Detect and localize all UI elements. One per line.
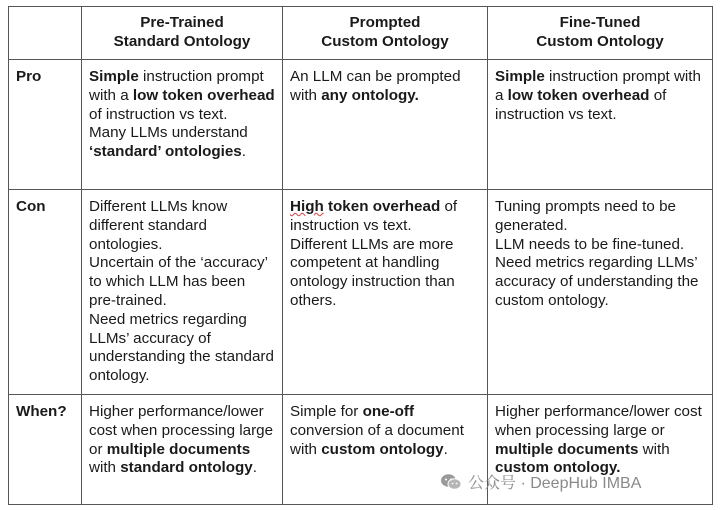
- con-finetuned-line1: Tuning prompts need to be generated.: [495, 198, 676, 234]
- con-pretrained-line2: Uncertain of the ‘accuracy’ to which LLM has been pre-trained.: [89, 254, 268, 309]
- con-finetuned-line3: Need metrics regarding LLMs’ accuracy of understanding the custom ontology.: [495, 254, 699, 309]
- text-bold: ‘standard’ ontologies: [89, 143, 242, 161]
- text-bold: multiple documents: [106, 440, 251, 458]
- watermark: [440, 470, 641, 493]
- text: Higher performance/lower cost when processing large or: [89, 403, 274, 458]
- header-prompted-line1: Prompted: [349, 14, 421, 31]
- text: instruction prompt with a: [495, 68, 701, 104]
- text: An LLM can be prompted with: [290, 68, 461, 104]
- header-finetuned-line2: Custom Ontology: [536, 32, 664, 50]
- row-label-con: Con: [9, 190, 82, 395]
- corner-cell: [9, 7, 82, 60]
- con-finetuned-cell: [488, 190, 713, 395]
- row-label-pro: Pro: [9, 60, 82, 190]
- text-bold: Simple: [89, 68, 139, 85]
- pro-pretrained-line2: [89, 124, 275, 162]
- con-pretrained-cell: [82, 190, 283, 395]
- con-prompted-line2: Different LLMs are more competent at handling ontology instruction than others.: [290, 235, 455, 309]
- when-pretrained-cell: [82, 395, 283, 505]
- header-prompted: [283, 7, 488, 60]
- text: conversion of a document with: [290, 421, 464, 458]
- text-bold: multiple documents: [495, 440, 639, 458]
- text-bold: custom ontology.: [495, 459, 621, 477]
- text: of instruction vs text.: [89, 105, 228, 123]
- header-pretrained-line1: Pre-Trained: [140, 14, 224, 31]
- text: Many LLMs understand: [89, 124, 248, 142]
- text-bold: low token overhead: [132, 86, 275, 104]
- text: Simple for: [290, 403, 363, 420]
- text: of instruction vs text.: [495, 86, 667, 123]
- watermark-text: 公众号 · DeepHub IMBA: [468, 475, 642, 492]
- header-row: [9, 7, 713, 60]
- text: with: [89, 459, 121, 477]
- text: .: [252, 459, 257, 477]
- con-finetuned-line2: LLM needs to be fine-tuned.: [495, 235, 685, 253]
- con-row: [9, 190, 713, 395]
- pro-finetuned-cell: [488, 60, 713, 190]
- text-bold: custom ontology: [321, 440, 444, 458]
- pro-prompted-cell: [283, 60, 488, 190]
- header-pretrained: [82, 7, 283, 60]
- ontology-comparison-table: [8, 6, 713, 505]
- header-finetuned-line1: Fine-Tuned: [559, 14, 641, 31]
- text: instruction prompt with a: [89, 68, 264, 104]
- con-pretrained-line1: Different LLMs know different standard ontologies.: [89, 198, 228, 253]
- text-bold: any ontology.: [321, 86, 419, 104]
- pro-row: [9, 60, 713, 190]
- con-prompted-cell: [283, 190, 488, 395]
- header-pretrained-line2: Standard Ontology: [113, 32, 251, 50]
- text-bold: one-off: [362, 403, 415, 420]
- wechat-icon: [440, 473, 462, 491]
- text-bold: Simple: [495, 68, 545, 85]
- text-bold: standard ontology: [120, 459, 253, 477]
- text-bold: low token overhead: [507, 86, 650, 104]
- text: Higher performance/lower cost when processing large or: [495, 403, 702, 439]
- row-label-when: When?: [9, 395, 82, 505]
- con-pretrained-line3: Need metrics regarding LLMs’ accuracy of understanding the standard ontology.: [89, 310, 274, 385]
- text-bold-spellcheck: High: [290, 198, 324, 215]
- text: .: [443, 440, 448, 458]
- header-finetuned: [488, 7, 713, 60]
- text: .: [241, 143, 246, 161]
- text: of instruction vs text.: [290, 198, 458, 234]
- pro-pretrained-cell: [82, 60, 283, 190]
- header-prompted-line2: Custom Ontology: [321, 32, 449, 50]
- text: with: [638, 440, 670, 458]
- text-bold: token overhead: [323, 198, 441, 215]
